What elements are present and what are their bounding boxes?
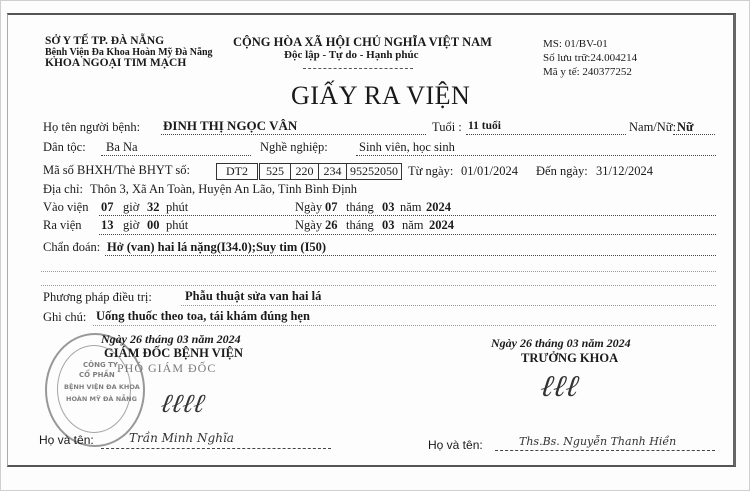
department-name: KHOA NGOẠI TIM MẠCH: [45, 57, 187, 69]
head-of-dept-signature: ℓℓℓ: [538, 369, 581, 404]
stamp-line-2: CỔ PHẦN: [79, 371, 115, 379]
note-value: Uống thuốc theo toa, tái khám đúng hẹn: [96, 309, 310, 323]
dotted-line: [41, 285, 716, 286]
valid-to: 31/12/2024: [596, 164, 653, 178]
treatment-value: Phẫu thuật sửa van hai lá: [185, 289, 322, 303]
treatment-label: Phương pháp điều trị:: [43, 290, 152, 304]
dotted-line: [181, 305, 716, 306]
patient-name-label: Họ tên người bệnh:: [43, 120, 141, 134]
admission-hour-unit: giờ: [123, 200, 140, 214]
dotted-line: [99, 215, 716, 216]
valid-from: 01/01/2024: [461, 164, 518, 178]
dotted-line: [161, 134, 426, 135]
dotted-line: [673, 134, 715, 135]
left-name-label: Họ và tên:: [39, 433, 94, 447]
archive-number: Số lưu trữ:24.004214: [543, 52, 638, 64]
note-label: Ghi chú:: [43, 310, 87, 324]
patient-address: Thôn 3, Xã An Toàn, Huyện An Lão, Tỉnh Bình Định: [90, 182, 358, 196]
motto-underline: [303, 68, 413, 69]
dotted-line: [356, 155, 716, 156]
valid-from-label: Từ ngày:: [408, 164, 454, 178]
patient-age: 11 tuổi: [468, 120, 501, 132]
right-signature-date: Ngày 26 tháng 03 năm 2024: [491, 336, 631, 350]
admission-minute-unit: phút: [166, 200, 189, 214]
insurance-box-5: 95252050: [346, 163, 402, 180]
dotted-line: [99, 234, 716, 235]
stamp-line-4: HOÀN MỸ ĐÀ NẴNG: [66, 395, 137, 403]
admission-minute: 32: [147, 200, 160, 214]
diagnosis-value: Hở (van) hai lá nặng(I34.0);Suy tim (I50): [107, 240, 327, 254]
patient-gender: Nữ: [677, 120, 694, 134]
dotted-line: [93, 325, 716, 326]
discharge-label: Ra viện: [43, 218, 82, 232]
gender-label: Nam/Nữ:: [629, 120, 677, 134]
left-signature-date: Ngày 26 tháng 03 năm 2024: [101, 332, 241, 346]
discharge-day-label: Ngày: [295, 218, 323, 232]
admission-label: Vào viện: [43, 200, 89, 214]
national-motto: Độc lập - Tự do - Hạnh phúc: [284, 49, 419, 61]
discharge-year: 2024: [429, 218, 454, 232]
insurance-box-1: DT2: [216, 163, 258, 180]
insurance-label: Mã số BHXH/Thẻ BHYT số:: [43, 163, 190, 177]
dept-of-health: SỞ Y TẾ TP. ĐÀ NẴNG: [45, 35, 165, 47]
admission-month: 03: [382, 200, 395, 214]
admission-year-label: năm: [400, 200, 422, 214]
patient-occupation: Sinh viên, học sinh: [359, 140, 455, 154]
discharge-minute-unit: phút: [166, 218, 189, 232]
dotted-line: [101, 448, 331, 449]
insurance-box-4: 234: [318, 163, 347, 180]
stamp-line-3: BỆNH VIỆN ĐA KHOA: [64, 383, 140, 391]
admission-day-label: Ngày: [295, 200, 323, 214]
occupation-label: Nghề nghiệp:: [260, 140, 328, 154]
discharge-hour: 13: [101, 218, 114, 232]
discharge-day: 26: [325, 218, 338, 232]
patient-ethnicity: Ba Na: [106, 140, 138, 154]
patient-name: ĐINH THỊ NGỌC VÂN: [163, 118, 298, 133]
admission-day: 07: [325, 200, 338, 214]
ethnicity-label: Dân tộc:: [43, 140, 86, 154]
right-name-label: Họ và tên:: [428, 438, 483, 452]
address-label: Địa chỉ:: [43, 182, 83, 196]
dotted-line: [101, 155, 251, 156]
left-signature-subtitle: PHÓ GIÁM ĐỐC: [117, 361, 217, 375]
director-signature: ℓℓℓℓ: [158, 389, 207, 419]
dotted-line: [466, 134, 626, 135]
age-label: Tuổi :: [432, 120, 462, 134]
dotted-line: [105, 255, 716, 256]
right-signature-title: TRƯỞNG KHOA: [521, 351, 619, 365]
discharge-hour-unit: giờ: [123, 218, 140, 232]
insurance-box-2: 525: [259, 163, 291, 180]
left-signature-title: GIÁM ĐỐC BỆNH VIỆN: [104, 346, 244, 360]
country-name: CỘNG HÒA XÃ HỘI CHỦ NGHĨA VIỆT NAM: [233, 35, 492, 49]
dotted-line: [495, 450, 715, 451]
diagnosis-label: Chẩn đoán:: [43, 240, 101, 254]
admission-year: 2024: [426, 200, 451, 214]
form-code: MS: 01/BV-01: [543, 38, 608, 50]
right-signer-name: Ths.Bs. Nguyễn Thanh Hiền: [519, 435, 677, 448]
hospital-name: Bệnh Viện Đa Khoa Hoàn Mỹ Đà Nẵng: [45, 47, 213, 58]
discharge-minute: 00: [147, 218, 160, 232]
discharge-month: 03: [382, 218, 395, 232]
discharge-year-label: năm: [402, 218, 424, 232]
stamp-line-1: CÔNG TY: [83, 361, 118, 369]
document-title: GIẤY RA VIỆN: [291, 81, 471, 110]
insurance-box-3: 220: [290, 163, 319, 180]
admission-month-label: tháng: [346, 200, 374, 214]
admission-hour: 07: [101, 200, 114, 214]
medical-code: Mã y tế: 240377252: [543, 66, 632, 78]
dotted-line: [41, 271, 716, 272]
valid-to-label: Đến ngày:: [536, 164, 588, 178]
left-signer-name: Trần Minh Nghĩa: [129, 431, 234, 445]
discharge-month-label: tháng: [346, 218, 374, 232]
